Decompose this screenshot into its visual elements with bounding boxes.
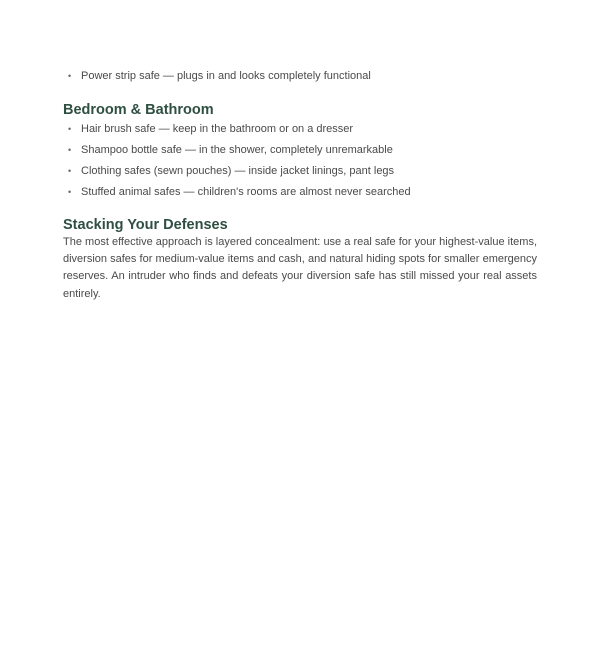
list-item-text: Shampoo bottle safe — in the shower, completely unremarkable — [81, 144, 393, 156]
list-item-text: Hair brush safe — keep in the bathroom or on a dresser — [81, 123, 354, 135]
stacking-paragraph: The most effective approach is layered concealment: use a real safe for your highest-value items, diversion safes for medium-value items and cash, and natural hiding spots for smaller emergency reserves. An intruder who finds and defeats your diversion safe has still missed your real assets entirely. — [63, 236, 537, 300]
bullet-icon: • — [68, 166, 72, 176]
bedroom-bathroom-bullet-list — [63, 119, 537, 203]
list-item — [63, 140, 537, 161]
list-item — [63, 182, 537, 203]
bullet-icon: • — [68, 71, 72, 81]
list-item — [63, 119, 537, 140]
document-page — [63, 66, 537, 303]
section-heading-stacking-defenses: Stacking Your Defenses — [63, 217, 228, 233]
section-heading-bedroom-bathroom: Bedroom & Bathroom — [63, 102, 214, 118]
intro-bullet-list — [63, 66, 537, 87]
bullet-icon: • — [68, 145, 72, 155]
list-item-text: Clothing safes (sewn pouches) — inside jacket linings, pant legs — [81, 165, 395, 177]
list-item-text: Power strip safe — plugs in and looks completely functional — [81, 70, 371, 82]
bullet-icon: • — [68, 124, 72, 134]
list-item-text: Stuffed animal safes — children's rooms are almost never searched — [81, 186, 411, 198]
bullet-icon: • — [68, 187, 72, 197]
list-item — [63, 161, 537, 182]
list-item — [63, 66, 537, 87]
